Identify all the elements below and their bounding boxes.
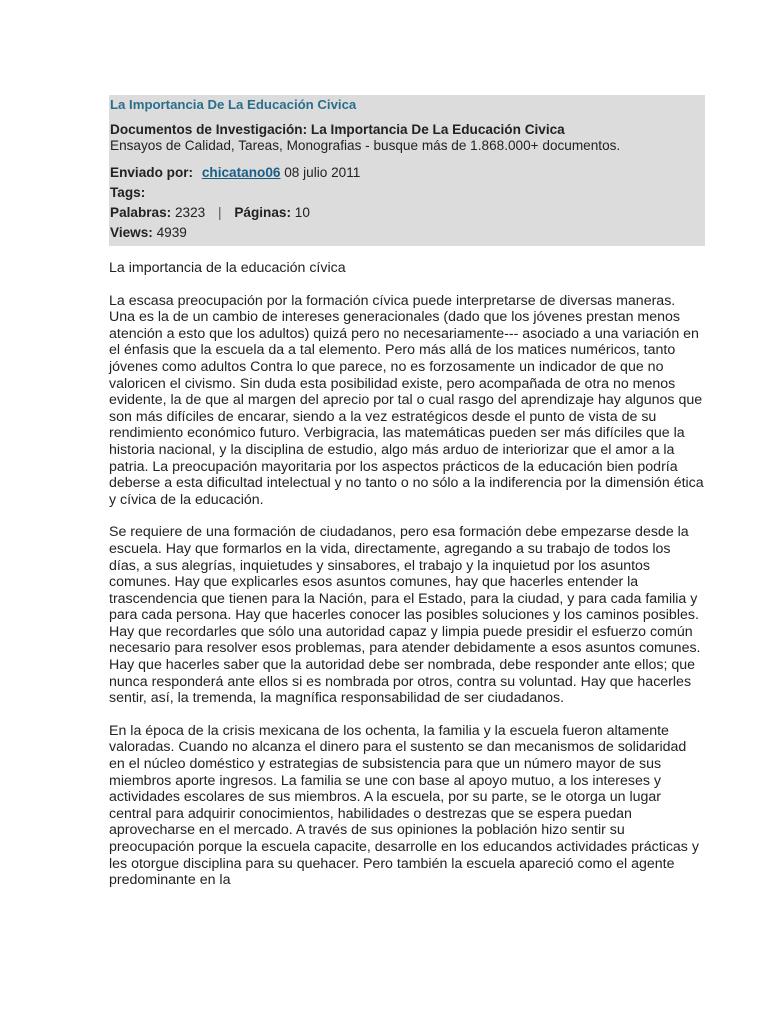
document-title-link[interactable]: La Importancia De La Educación Civica: [110, 97, 357, 112]
views-row: [110, 223, 705, 243]
body-paragraph: Se requiere de una formación de ciudadanos, pero esa formación debe empezarse desde la escuela. Hay que formarlos en la vida, directamente, agregando a su trabajo de todos los días, a sus alegrías, inquietudes y sinsabores, el trabajo y la inquietud por los asuntos comunes. Hay que explicarles esos asuntos comunes, hay que hacerles entender la trascendencia que tienen para la Nación, para el Estado, para la ciudad, y para cada familia y para cada persona. Hay que hacerles conocer las posibles soluciones y los caminos posibles. Hay que recordarles que sólo una autoridad capaz y limpia puede presidir el esfuerzo común necesario para resolver esos problemas, para atender debidamente a esos asuntos comunes. Hay que hacerles saber que la autoridad debe ser nombrada, debe responder ante ellos; que nunca responderá ante ellos si es nombrada por otros, contra su voluntad. Hay que hacerles sentir, así, la tremenda, la magnífica responsabilidad de ser ciudadanos.: [109, 524, 701, 707]
views-label: Views:: [110, 225, 153, 240]
stats-separator: |: [218, 205, 222, 220]
views-value: 4939: [156, 225, 187, 240]
pages-label: Páginas:: [234, 205, 292, 220]
research-subtitle: Ensayos de Calidad, Tareas, Monografias - busque más de 1.868.000+ documentos.: [110, 138, 621, 153]
body-heading: La importancia de la educación cívica: [109, 260, 346, 276]
sent-date: 08 julio 2011: [284, 165, 361, 180]
body-paragraph: En la época de la crisis mexicana de los ochenta, la familia y la escuela fueron altamente valoradas. Cuando no alcanza el dinero para el sustento se dan mecanismos de solidaridad en el núcleo doméstico y estrategias de subsistencia para que un número mayor de sus miembros aporte ingresos. La familia se une con base al apoyo mutuo, a los intereses y actividades escolares de sus miembros. A la escuela, por su parte, se le otorga un lugar central para adquirir conocimientos, habilidades o destrezas que se espera puedan aprovecharse en el mercado. A través de sus opiniones la población hizo sentir su preocupación porque la escuela capacite, desarrolle en los educandos actividades prácticas y les otorgue disciplina para su quehacer. Pero también la escuela apareció como el agente predominante en la: [109, 722, 699, 889]
author-link[interactable]: chicatano06: [201, 165, 281, 180]
sent-by-label: Enviado por:: [110, 165, 194, 180]
document-meta: [110, 163, 705, 243]
document-body: [109, 260, 705, 889]
stats-row: [110, 203, 705, 223]
words-label: Palabras:: [110, 205, 172, 220]
sent-by-row: [110, 163, 705, 183]
body-paragraph: La escasa preocupación por la formación cívica puede interpretarse de diversas maneras. Una es la de un cambio de intereses generacionales (dado que los jóvenes prestan menos atención a esto que los adultos) quizá pero no necesariamente--- asociado a una variación en el énfasis que la escuela da a tal elemento. Pero más allá de los matices numéricos, tanto jóvenes como adultos Contra lo que parece, no es forzosamente un indicador de que no valoricen el civismo. Sin duda esta posibilidad existe, pero acompañada de otra no menos evidente, la de que al margen del aprecio por tal o cual rasgo del aprendizaje hay algunos que son más difíciles de encarar, siendo a la vez estratégicos desde el punto de vista de su rendimiento económico futuro. Verbigracia, las matemáticas pueden ser más difíciles que la historia nacional, y la disciplina de estudio, algo más arduo de interiorizar que el amor a la patria. La preocupación mayoritaria por los aspectos prácticos de la educación bien podría deberse a esta dificultad intelectual y no tanto o no sólo a la indiferencia por la dimensión ética y cívica de la educación.: [109, 292, 704, 508]
tags-label: Tags:: [110, 185, 146, 200]
tags-row: [110, 183, 705, 203]
document-page: [109, 95, 705, 905]
words-value: 2323: [175, 205, 206, 220]
research-title: Documentos de Investigación: La Importancia De La Educación Civica: [110, 122, 565, 137]
pages-value: 10: [294, 205, 310, 220]
document-header: [109, 95, 705, 246]
